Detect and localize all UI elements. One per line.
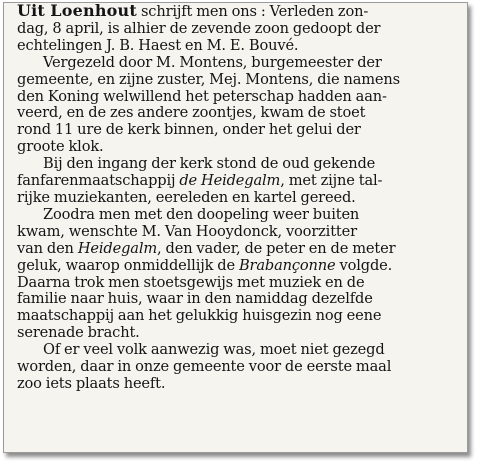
article-paragraph (17, 55, 463, 156)
text-run: rijke muziekanten, eereleden en kartel gereed. (17, 188, 356, 206)
text-run: Zoodra men met den doopeling weer buiten (43, 205, 360, 223)
text-run: groote klok. (17, 138, 104, 156)
text-run: fanfarenmaatschappij (17, 172, 180, 190)
text-line (17, 258, 463, 275)
text-run: Daarna trok men stoetsgewijs met muziek en de (17, 273, 365, 291)
text-line (17, 139, 463, 156)
text-run: Bij den ingang der kerk stond de oud gekende (43, 155, 376, 173)
text-run: zoo iets plaats heeft. (17, 374, 166, 392)
newspaper-clipping (17, 3, 463, 393)
text-run: Of er veel volk aanwezig was, moet niet gezegd (43, 341, 385, 359)
text-run: volgde. (335, 256, 393, 274)
emphasized-text: Heidegalm (77, 239, 158, 257)
text-line (17, 275, 463, 292)
text-line (17, 105, 463, 122)
text-line (17, 308, 463, 325)
text-run: serenade bracht. (17, 324, 140, 342)
article-headline: Uit Loenhout (17, 2, 137, 20)
text-run: veerd, en de zes andere zoontjes, kwam de stoet (17, 104, 366, 122)
text-run: worden, daar in onze gemeente voor de eerste maal (17, 358, 392, 376)
text-line (17, 3, 463, 21)
text-line (17, 359, 463, 376)
text-run: van den (17, 239, 78, 257)
article-paragraph (17, 3, 463, 55)
text-line (17, 190, 463, 207)
text-line (17, 72, 463, 89)
text-line (17, 342, 463, 359)
text-run: geluk, waarop onmiddellijk de (17, 256, 239, 274)
text-line (17, 156, 463, 173)
text-line (17, 376, 463, 393)
text-line (17, 173, 463, 190)
text-line (17, 241, 463, 258)
text-run: dag, 8 april, is alhier de zevende zoon gedoopt der (17, 19, 381, 37)
text-run: kwam, wenschte M. Van Hooydonck, voorzitter (17, 222, 357, 240)
text-line (17, 38, 463, 55)
emphasized-text: de Heidegalm (179, 172, 281, 190)
text-run: , met zijne tal- (280, 172, 383, 190)
text-line (17, 55, 463, 72)
text-line (17, 291, 463, 308)
text-line (17, 122, 463, 139)
article-paragraph (17, 156, 463, 207)
article-paragraph (17, 207, 463, 342)
text-run: gemeente, en zijne zuster, Mej. Montens, die namens (17, 70, 401, 88)
text-run: familie naar huis, waar in den namiddag dezelfde (17, 290, 373, 308)
text-line (17, 89, 463, 106)
text-run: Vergezeld door M. Montens, burgemeester der (43, 53, 382, 71)
text-run: echtelingen J. B. Haest en M. E. Bouvé. (17, 36, 299, 54)
text-line (17, 21, 463, 38)
newspaper-clipping-frame (3, 2, 468, 453)
text-run: , den vader, de peter en de meter (157, 239, 396, 257)
emphasized-text: Brabançonne (238, 256, 336, 274)
text-run: rond 11 ure de kerk binnen, onder het gelui der (17, 121, 361, 139)
text-line (17, 224, 463, 241)
article-paragraph (17, 342, 463, 393)
text-run: maatschappij aan het gelukkig huisgezin nog eene (17, 307, 382, 325)
text-line (17, 325, 463, 342)
text-run: schrijft men ons : Verleden zon- (136, 3, 369, 20)
text-run: den Koning welwillend het peterschap hadden aan- (17, 87, 387, 105)
text-line (17, 207, 463, 224)
